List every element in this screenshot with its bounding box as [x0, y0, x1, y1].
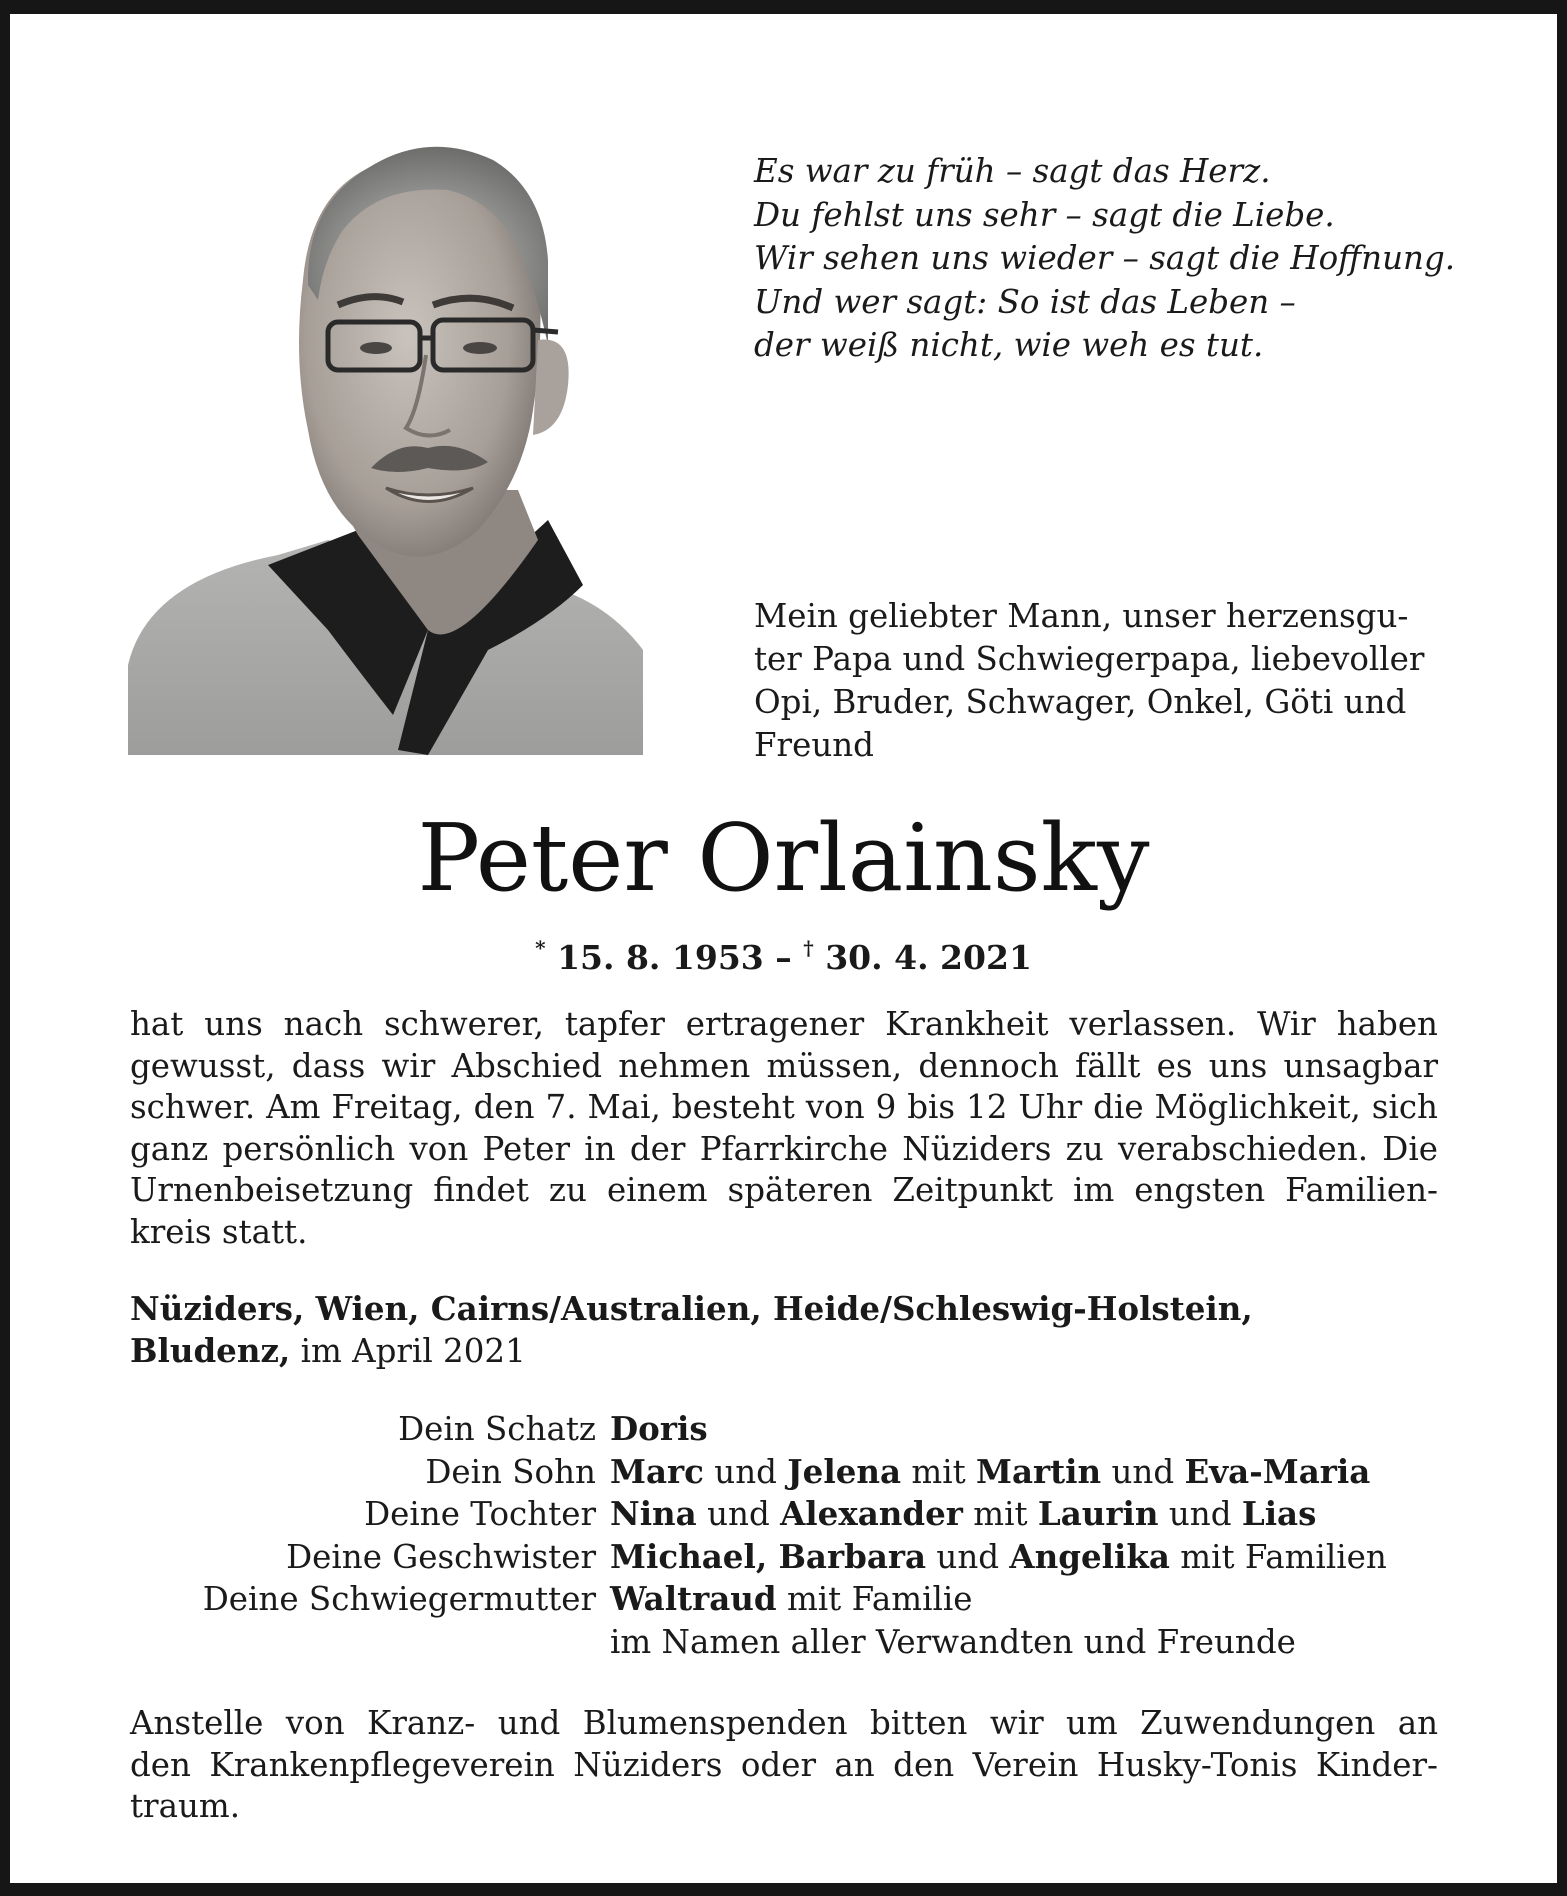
family-row: [130, 1536, 1450, 1579]
family-connector: und: [926, 1537, 1010, 1576]
family-role: Dein Sohn: [425, 1452, 596, 1491]
deceased-name: Peter Orlainsky: [417, 804, 1150, 912]
intro-line: Opi, Bruder, Schwager, Onkel, Göti und: [754, 683, 1407, 721]
family-list: [130, 1408, 1450, 1663]
family-member-name: Laurin: [1037, 1494, 1159, 1533]
family-row: [130, 1408, 1450, 1451]
family-row: [130, 1451, 1450, 1494]
donation-request: [130, 1703, 1438, 1828]
places-list-cont: Bludenz,: [130, 1331, 291, 1370]
place-date: im April 2021: [290, 1332, 526, 1370]
family-names: [610, 1536, 1450, 1579]
body-line: ganz persönlich von Peter in der Pfarrkirche Nüziders zu verabschieden. Die: [130, 1129, 1438, 1168]
birth-symbol: *: [535, 936, 546, 960]
body-line: kreis statt.: [130, 1212, 308, 1251]
family-connector: im Namen aller Verwandten und Freunde: [610, 1622, 1296, 1661]
family-member-name: Waltraud: [610, 1579, 777, 1618]
family-names: [610, 1451, 1450, 1494]
family-member-name: Martin: [976, 1451, 1102, 1491]
family-names: [610, 1493, 1450, 1536]
family-connector: mit: [901, 1452, 977, 1491]
family-row: [130, 1493, 1450, 1536]
family-member-name: Jelena: [787, 1451, 902, 1491]
poem-line: Es war zu früh – sagt das Herz.: [754, 152, 1271, 190]
places-and-date: [130, 1288, 1450, 1372]
body-line: hat uns nach schwerer, tapfer ertragener Krankheit verlassen. Wir haben: [130, 1005, 1438, 1043]
body-line: schwer. Am Freitag, den 7. Mai, besteht von 9 bis 12 Uhr die Möglichkeit, sich: [130, 1088, 1438, 1126]
poem-line: Wir sehen uns wieder – sagt die Hoffnung.: [754, 239, 1456, 277]
closing-line: traum.: [130, 1787, 241, 1825]
places-list: Nüziders, Wien, Cairns/Australien, Heide/Schleswig-Holstein,: [130, 1289, 1253, 1328]
family-names: [610, 1408, 1450, 1451]
birth-date: 15. 8. 1953: [557, 938, 764, 977]
family-role: Deine Geschwister: [286, 1537, 596, 1576]
closing-line: den Krankenpflegeverein Nüziders oder an den Verein Husky-Tonis Kinder-: [130, 1745, 1438, 1784]
family-role: [130, 1621, 610, 1664]
family-row: [130, 1578, 1450, 1621]
family-member-name: Lias: [1241, 1494, 1317, 1533]
family-connector: mit: [962, 1495, 1038, 1533]
family-member-name: Doris: [610, 1409, 708, 1448]
death-date: 30. 4. 2021: [825, 938, 1032, 977]
poem-line: Du fehlst uns sehr – sagt die Liebe.: [754, 195, 1335, 234]
announcement-body: [130, 1004, 1438, 1253]
family-member-name: Nina: [610, 1494, 697, 1533]
family-member-name: Eva-Maria: [1184, 1451, 1371, 1491]
intro-text: [754, 595, 1444, 767]
poem-line: der weiß nicht, wie weh es tut.: [754, 326, 1264, 364]
family-member-name: Angelika: [1009, 1536, 1170, 1576]
portrait-photo: [128, 110, 643, 755]
family-connector: und: [703, 1452, 788, 1491]
family-role: Deine Tochter: [364, 1495, 596, 1533]
body-line: gewusst, dass wir Abschied nehmen müssen, dennoch fällt es uns unsagbar: [130, 1046, 1438, 1085]
closing-line: Anstelle von Kranz- und Blumenspenden bitten wir um Zuwendungen an: [130, 1704, 1438, 1742]
family-row: [130, 1621, 1450, 1664]
family-names: [610, 1621, 1450, 1664]
intro-line: Freund: [754, 726, 874, 764]
family-connector: mit Familie: [776, 1580, 973, 1618]
family-member-name: Michael, Barbara: [610, 1536, 927, 1576]
family-connector: mit Familien: [1169, 1537, 1387, 1576]
family-connector: und: [696, 1495, 781, 1533]
date-separator: –: [775, 938, 792, 977]
family-names: [610, 1578, 1450, 1621]
body-line: Urnenbeisetzung findet zu einem späteren Zeitpunkt im engsten Familien-: [130, 1171, 1438, 1209]
poem-line: Und wer sagt: So ist das Leben –: [754, 282, 1296, 321]
intro-line: Mein geliebter Mann, unser herzensgu-: [754, 597, 1409, 635]
poem: [754, 150, 1474, 368]
family-role: Deine Schwiegermutter: [202, 1580, 596, 1618]
family-role: Dein Schatz: [398, 1410, 596, 1448]
family-member-name: Alexander: [780, 1494, 963, 1533]
family-connector: und: [1101, 1452, 1185, 1491]
family-connector: und: [1158, 1495, 1242, 1533]
intro-line: ter Papa und Schwiegerpapa, liebevoller: [754, 640, 1425, 678]
death-symbol: †: [803, 936, 814, 960]
family-member-name: Marc: [610, 1451, 704, 1491]
life-dates: [0, 926, 1567, 980]
